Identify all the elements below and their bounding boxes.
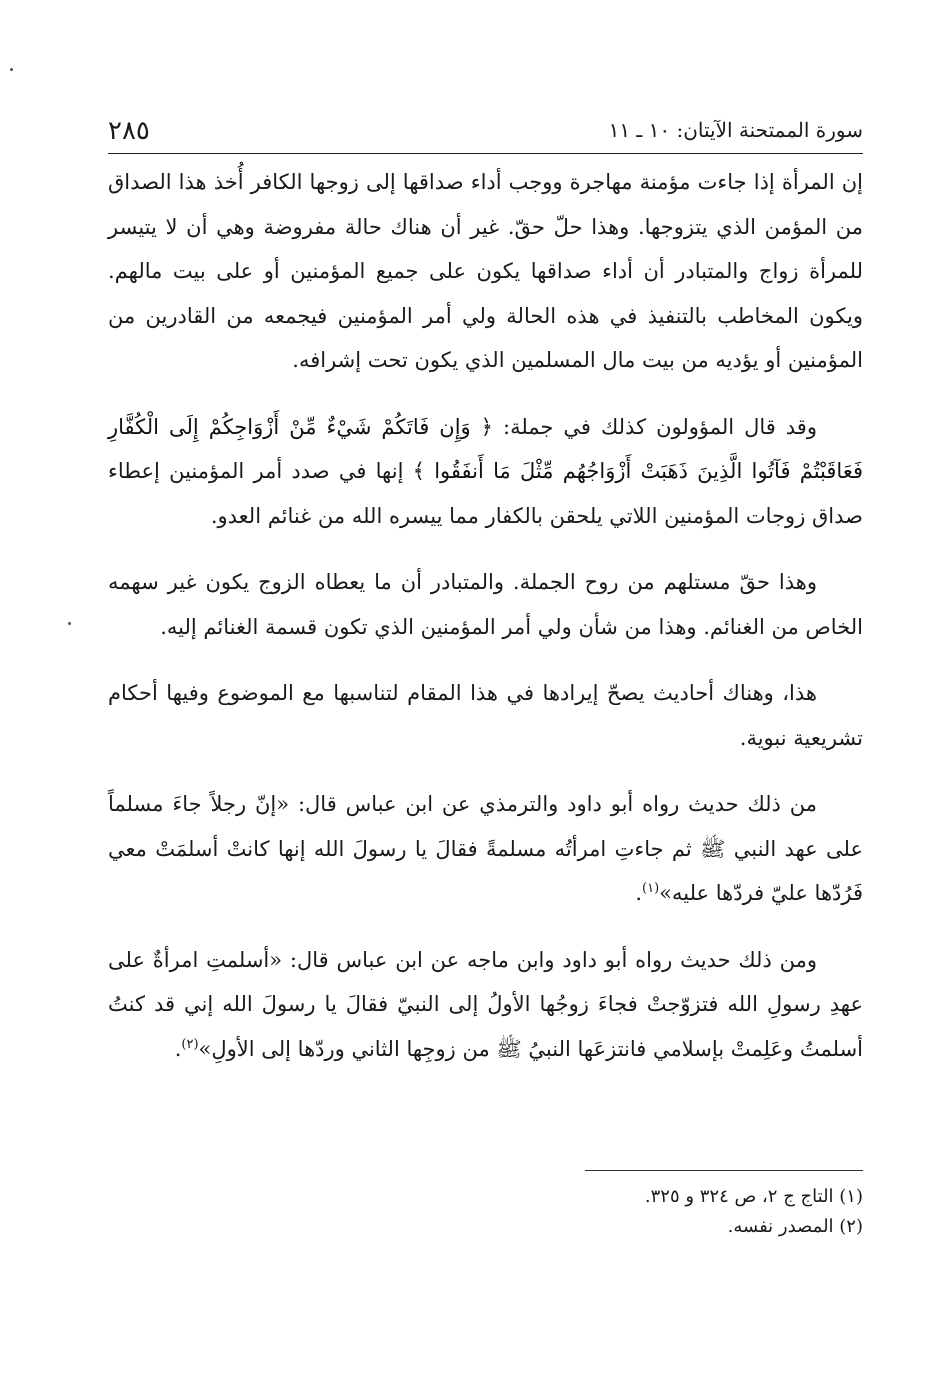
footnote-rule <box>585 1170 863 1171</box>
paragraph-text: وهذا حقّ مستلهم من روح الجملة. والمتبادر أن ما يعطاه الزوج يكون غير سهمه الخاص من الغنائم. وهذا من شأن ولي أمر المؤمنين الذي تكون قسمة الغنائم إليه. <box>108 570 863 639</box>
sentence-end: . <box>635 881 643 905</box>
scan-speck <box>68 622 71 625</box>
paragraph-text: إن المرأة إذا جاءت مؤمنة مهاجرة ووجب أداء صداقها إلى زوجها الكافر أُخذ هذا الصداق من المؤمن الذي يتزوجها. وهذا حلّ حقّ. غير أن هناك حالة مفروضة وهي أن لا يتيسر للمرأة زواج والمتبادر أن أداء صداقها يكون على جميع المؤمنين أو على بيت مالهم. ويكون المخاطب بالتنفيذ في هذه الحالة ولي أمر المؤمنين فيجمعه من القادرين من المؤمنين أو يؤديه من بيت مال المسلمين الذي يكون تحت إشرافه. <box>108 170 863 372</box>
header-rule <box>108 153 863 154</box>
paragraph-3 <box>108 560 863 649</box>
footnote-ref[interactable]: (٢) <box>181 1036 199 1052</box>
paragraph-text: إنها في صدد أمر المؤمنين إعطاء صداق زوجات المؤمنين اللاتي يلحقن بالكفار مما ييسره الله من غنائم العدو. <box>108 459 863 528</box>
paragraph-4 <box>108 671 863 760</box>
paragraph-1 <box>108 160 863 383</box>
footnote-ref[interactable]: (١) <box>642 881 660 896</box>
sentence-end: . <box>174 1036 182 1061</box>
quran-verse: ﴿ وَإِن فَاتَكُمْ شَيْءٌ مِّنْ أَزْوَاجِكُمْ إِلَى الْكُفَّارِ فَعَاقَبْتُمْ فَآتُوا الَّذِينَ ذَهَبَتْ أَزْوَاجُهُم مِّثْلَ مَا أَنفَقُوا ﴾ <box>108 414 863 483</box>
page-number: ٢٨٥ <box>108 116 150 146</box>
paragraph-text: هذا، وهناك أحاديث يصحّ إيرادها في هذا المقام لتناسبها مع الموضوع وفيها أحكام تشريعية نبوية. <box>108 681 863 750</box>
paragraph-6 <box>108 938 863 1072</box>
hadith-text: من ذلك حديث رواه أبو داود والترمذي عن ابن عباس قال: «إنّ رجلاً جاءَ مسلماً على عهد النبي ﷺ ثم جاءتِ امرأتُه مسلمةً فقالَ يا رسولَ الله إنها كانتْ أسلمَتْ معي فَرُدّها عليّ فردّها عليه» <box>108 792 864 905</box>
hadith-text: ومن ذلك حديث رواه أبو داود وابن ماجه عن ابن عباس قال: «أسلمتِ امرأةٌ على عهدِ رسولِ الله فتزوّجتْ فجاءَ زوجُها الأولُ إلى النبيّ فقالَ يا رسولَ الله إني قد كنتُ أسلمتُ وعَلِمتْ بإسلامي فانتزعَها النبيُ ﷺ من زوجِها الثاني وردّها إلى الأولِ» <box>108 947 863 1061</box>
footnote-1: (١) التاج ج ٢، ص ٣٢٤ و ٣٢٥. <box>644 1186 863 1207</box>
paragraph-2 <box>108 405 863 539</box>
paragraph-text: وقد قال المؤولون كذلك في جملة: <box>503 414 817 439</box>
running-title: سورة الممتحنة الآيتان: ١٠ ـ ١١ <box>608 118 863 142</box>
footnote-2: (٢) المصدر نفسه. <box>727 1216 863 1237</box>
main-text <box>108 160 863 1093</box>
footnotes <box>108 1182 863 1242</box>
page-header <box>108 112 863 152</box>
scan-speck <box>10 68 13 71</box>
paragraph-5 <box>108 782 863 916</box>
